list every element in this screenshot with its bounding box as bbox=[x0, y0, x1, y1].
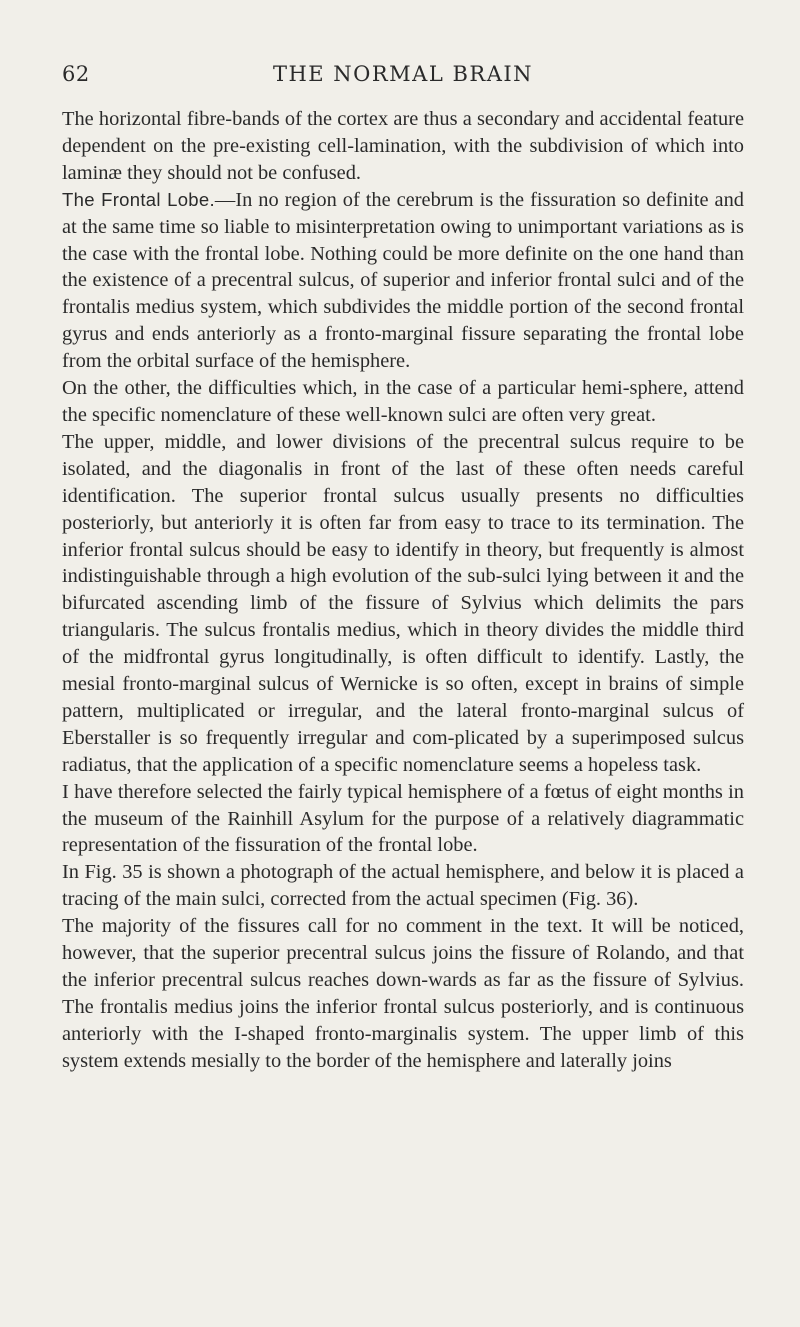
paragraph-2-body: —In no region of the cerebrum is the fissuration so definite and at the same time so liable to misinterpretation owing to unimportant variations as is the case with the frontal lobe. Nothing could be more definite on the one hand than the existence of a precentral sulcus, of superior and inferior frontal sulci and of the frontalis medius system, which subdivides the middle portion of the second frontal gyrus and ends anteriorly as a fronto-marginal fissure separating the frontal lobe from the orbital surface of the hemisphere. bbox=[62, 188, 744, 373]
paragraph-4: The upper, middle, and lower divisions of the precentral sulcus require to be isolated, and the diagonalis in front of the last of these often needs careful identification. The superior frontal sulcus usually presents no difficulties posteriorly, but anteriorly it is often far from easy to trace to its termination. The inferior frontal sulcus should be easy to identify in theory, but frequently is almost indistinguishable through a high evolution of the sub-sulci lying between it and the bifurcated ascending limb of the fissure of Sylvius which delimits the pars triangularis. The sulcus frontalis medius, which in theory divides the middle third of the midfrontal gyrus longitudinally, is often difficult to identify. Lastly, the mesial fronto-marginal sulcus of Wernicke is so often, except in brains of simple pattern, multiplicated or irregular, and the lateral fronto-marginal sulcus of Eberstaller is so frequently irregular and com-plicated by a superimposed sulcus radiatus, that the application of a specific nomenclature seems a hopeless task. bbox=[62, 430, 744, 776]
page-header bbox=[62, 62, 744, 92]
paragraph-6: In Fig. 35 is shown a photograph of the actual hemisphere, and below it is placed a tracing of the main sulci, corrected from the actual specimen (Fig. 36). bbox=[62, 861, 744, 911]
paragraph-1: The horizontal fibre-bands of the cortex are thus a secondary and accidental feature dependent on the pre-existing cell-lamination, with the subdivision of which into laminæ they should not be confused. bbox=[62, 108, 744, 184]
running-head: THE NORMAL BRAIN bbox=[272, 62, 534, 86]
section-heading-frontal-lobe: The Frontal Lobe. bbox=[62, 188, 215, 210]
paragraph-5: I have therefore selected the fairly typical hemisphere of a fœtus of eight months in the museum of the Rainhill Asylum for the purpose of a relatively diagrammatic representation of the fissuration of the frontal lobe. bbox=[62, 780, 744, 857]
paragraph-7: The majority of the fissures call for no comment in the text. It will be noticed, however, that the superior precentral sulcus joins the fissure of Rolando, and that the inferior precentral sulcus reaches down-wards as far as the fissure of Sylvius. The frontalis medius joins the inferior frontal sulcus posteriorly, and is continuous anteriorly with the I-shaped fronto-marginalis system. The upper limb of this system extends mesially to the border of the hemisphere and laterally joins bbox=[62, 915, 744, 1072]
paragraph-3: On the other, the difficulties which, in the case of a particular hemi-sphere, attend the specific nomenclature of these well-known sulci are often very great. bbox=[62, 377, 744, 426]
page-number: 62 bbox=[62, 62, 90, 86]
paragraph-2 bbox=[62, 187, 744, 375]
body-text bbox=[62, 106, 744, 1075]
